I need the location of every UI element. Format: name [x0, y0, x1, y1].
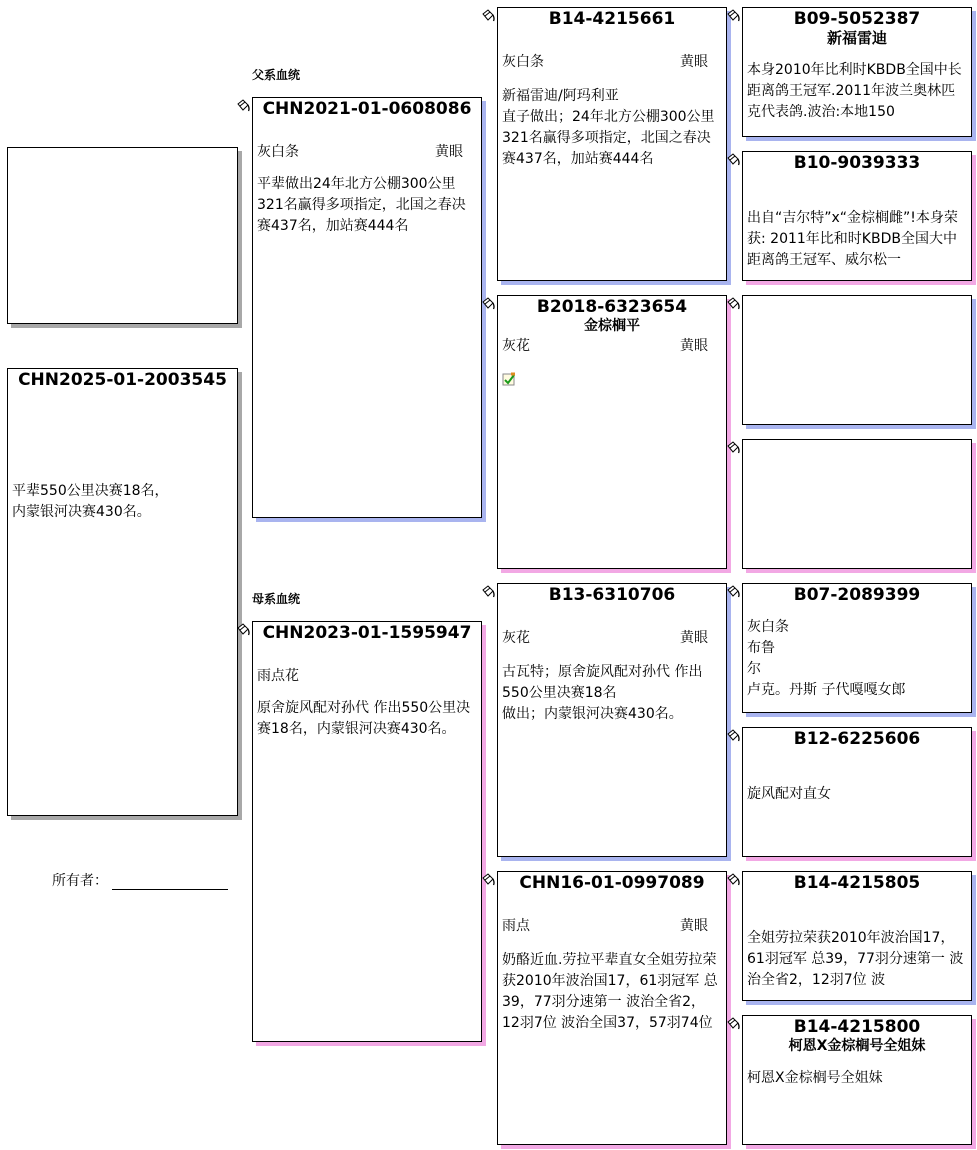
dd-color: 雨点	[502, 918, 530, 934]
dam-line-label: 母系血统	[252, 592, 301, 606]
ssd-card	[742, 151, 972, 281]
ss-card	[497, 7, 727, 281]
sd-color: 灰花	[502, 338, 530, 354]
paint-bucket-icon[interactable]	[726, 297, 740, 310]
paint-bucket-icon[interactable]	[726, 441, 740, 454]
sd-card	[497, 295, 727, 569]
paint-bucket-icon[interactable]	[726, 873, 740, 886]
paint-bucket-icon[interactable]	[236, 623, 250, 636]
ddd-card	[742, 1015, 972, 1145]
ddd-name: 柯恩X金棕榈号全姐妹	[788, 1038, 926, 1054]
ds-color: 灰花	[502, 630, 530, 646]
sd-ring: B2018-6323654	[536, 297, 688, 317]
dss-notes: 灰白条 布鲁 尔 卢克。丹斯 子代嘎嘎女郎	[747, 619, 906, 698]
ds-ring: B13-6310706	[548, 585, 676, 605]
ss-notes: 新福雷迪/阿玛利亚 直子做出；24年北方公棚300公里321名赢得多项指定，北国之春决赛437名，加站赛444名	[502, 88, 715, 167]
owner-line[interactable]	[112, 875, 228, 890]
subject-ring: CHN2025-01-2003545	[18, 370, 227, 390]
sss-notes: 本身2010年比利时KBDB全国中长距离鸽王冠军.2011年波兰奥林匹克代表鸽.波治:本地150	[747, 62, 962, 120]
sire-card	[252, 97, 482, 518]
dss-ring: B07-2089399	[793, 585, 921, 605]
sire-ring: CHN2021-01-0608086	[262, 99, 472, 119]
dam-notes: 原舍旋风配对孙代 作出550公里决赛18名，内蒙银河决赛430名。	[257, 700, 471, 737]
ddd-notes: 柯恩X金棕榈号全姐妹	[747, 1070, 883, 1086]
ss-ring: B14-4215661	[548, 9, 676, 29]
sire-line-label: 父系血统	[252, 68, 301, 82]
paint-bucket-icon[interactable]	[481, 585, 495, 598]
sire-notes: 平辈做出24年北方公棚300公里321名赢得多项指定，北国之春决赛437名，加站赛444名	[257, 176, 466, 234]
paint-bucket-icon[interactable]	[726, 1017, 740, 1030]
sd-name: 金棕榈平	[584, 318, 640, 334]
sss-ring: B09-5052387	[793, 9, 921, 29]
owner-field	[52, 870, 228, 890]
dam-card	[252, 621, 482, 1042]
paint-bucket-icon[interactable]	[726, 9, 740, 22]
subject-notes: 平辈550公里决赛18名， 内蒙银河决赛430名。	[12, 483, 169, 520]
sd-eye: 黄眼	[680, 338, 708, 354]
sss-card	[742, 7, 972, 137]
dds-notes: 全姐劳拉荣获2010年波治国17，61羽冠军 总39，77羽分速第一 波治全省2，12羽7位 波	[747, 930, 964, 988]
dds-card	[742, 871, 972, 1001]
paint-bucket-icon[interactable]	[481, 297, 495, 310]
dsd-ring: B12-6225606	[793, 729, 921, 749]
dsd-notes: 旋风配对直女	[747, 786, 831, 802]
paint-bucket-icon[interactable]	[236, 99, 250, 112]
dss-card	[742, 583, 972, 713]
ds-eye: 黄眼	[680, 630, 708, 646]
note-edit-icon[interactable]	[502, 372, 516, 386]
paint-bucket-icon[interactable]	[726, 585, 740, 598]
sire-eye: 黄眼	[435, 144, 463, 160]
paint-bucket-icon[interactable]	[481, 873, 495, 886]
ss-color: 灰白条	[502, 54, 544, 70]
dd-notes: 奶酪近血.劳拉平辈直女全姐劳拉荣获2010年波治国17，61羽冠军 总39，77羽分速第一 波治全省2，12羽7位 波治全国37，57羽74位	[502, 952, 718, 1031]
dsd-card	[742, 727, 972, 857]
sss-name: 新福雷迪	[826, 29, 887, 47]
sds-card	[742, 295, 972, 425]
dd-eye: 黄眼	[680, 918, 708, 934]
ssd-ring: B10-9039333	[793, 153, 921, 173]
owner-label: 所有者：	[52, 873, 108, 889]
paint-bucket-icon[interactable]	[726, 729, 740, 742]
dam-color: 雨点花	[257, 668, 299, 684]
ssd-notes: 出自“吉尔特”x“金棕榈雌”!本身荣获: 2011年比和时KBDB全国大中距离鸽王冠军、威尔松一	[747, 210, 958, 268]
photo-box	[7, 147, 238, 324]
dd-ring: CHN16-01-0997089	[519, 873, 705, 893]
ds-card	[497, 583, 727, 857]
ds-notes: 古瓦特；原舍旋风配对孙代 作出550公里决赛18名 做出；内蒙银河决赛430名。	[502, 664, 703, 722]
ddd-ring: B14-4215800	[793, 1017, 921, 1037]
dds-ring: B14-4215805	[793, 873, 921, 893]
sire-color: 灰白条	[257, 144, 299, 160]
dam-ring: CHN2023-01-1595947	[262, 623, 472, 643]
ss-eye: 黄眼	[680, 54, 708, 70]
paint-bucket-icon[interactable]	[726, 153, 740, 166]
sdd-card	[742, 439, 972, 569]
subject-card	[7, 368, 238, 816]
dd-card	[497, 871, 727, 1145]
paint-bucket-icon[interactable]	[481, 9, 495, 22]
